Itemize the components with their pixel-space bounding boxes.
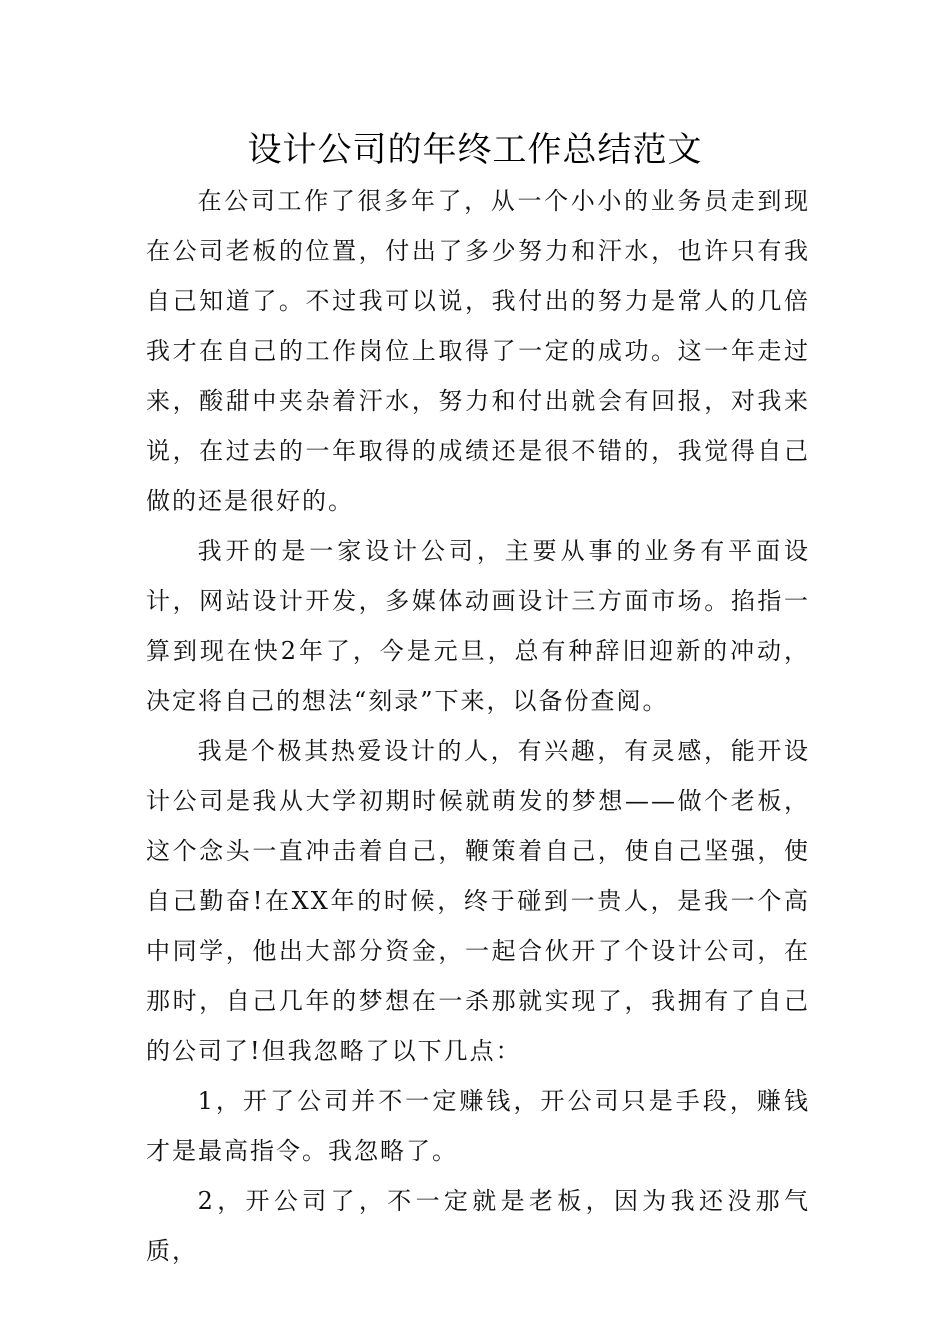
paragraph-1: 在公司工作了很多年了，从一个小小的业务员走到现在公司老板的位置，付出了多少努力和汗水，也许只有我自己知道了。不过我可以说，我付出的努力是常人的几倍我才在自己的工作岗位上取得了一定的成功。这一年走过来，酸甜中夹杂着汗水，努力和付出就会有回报，对我来说，在过去的一年取得的成绩还是很不错的，我觉得自己做的还是很好的。	[146, 187, 810, 515]
document-body	[146, 176, 810, 1276]
paragraph-5: 2，开公司了，不一定就是老板，因为我还没那气质，	[146, 1187, 810, 1265]
document-title: 设计公司的年终工作总结范文	[247, 130, 703, 170]
paragraph-3: 我是个极其热爱设计的人，有兴趣，有灵感，能开设计公司是我从大学初期时候就萌发的梦想——做个老板，这个念头一直冲击着自己，鞭策着自己，使自己坚强，使自己勤奋!在XX年的时候，终于碰到一贵人，是我一个高中同学，他出大部分资金，一起合伙开了个设计公司，在那时，自己几年的梦想在一杀那就实现了，我拥有了自己的公司了!但我忽略了以下几点：	[146, 737, 810, 1065]
paragraph-2: 我开的是一家设计公司，主要从事的业务有平面设计，网站设计开发，多媒体动画设计三方面市场。掐指一算到现在快2年了，今是元旦，总有种辞旧迎新的冲动，决定将自己的想法“刻录”下来，以备份查阅。	[146, 537, 810, 715]
paragraph-4: 1，开了公司并不一定赚钱，开公司只是手段，赚钱才是最高指令。我忽略了。	[146, 1087, 810, 1165]
